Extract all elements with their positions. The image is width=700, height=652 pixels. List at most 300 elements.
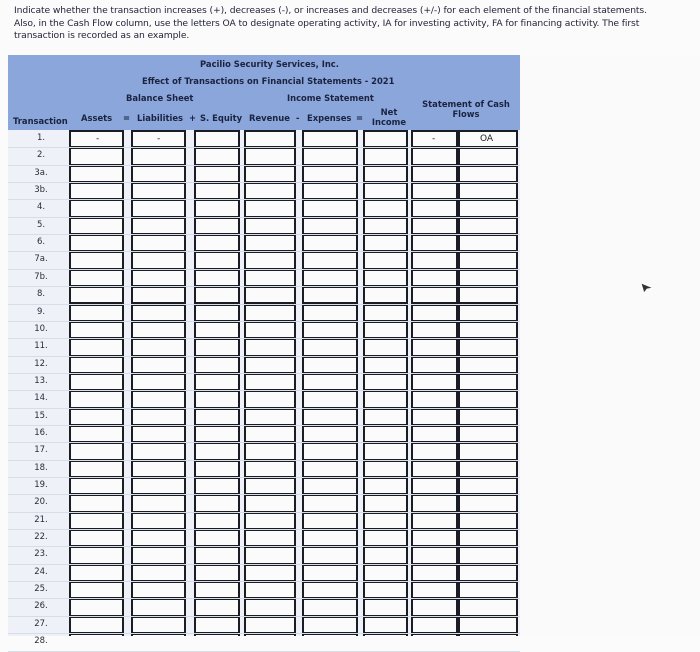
input-cell-revenue[interactable] bbox=[246, 132, 294, 146]
input-cell-equity[interactable] bbox=[196, 635, 238, 649]
input-cell-cash-flow[interactable] bbox=[460, 444, 516, 458]
input-cell-revenue[interactable] bbox=[246, 444, 294, 458]
input-cell-expenses[interactable] bbox=[304, 201, 356, 215]
input-cell-net-income[interactable] bbox=[365, 618, 406, 632]
input-cell-net-sign[interactable] bbox=[413, 462, 456, 476]
transaction-label: 20. bbox=[34, 497, 48, 508]
input-cell-net-sign[interactable] bbox=[413, 496, 456, 510]
row-divider bbox=[8, 269, 520, 270]
input-cell-net-income[interactable] bbox=[365, 149, 406, 163]
input-cell-net-income[interactable] bbox=[365, 323, 406, 337]
input-cell-net-income[interactable] bbox=[365, 288, 406, 302]
col-revenue: Revenue bbox=[249, 113, 290, 123]
input-cell-liabilities[interactable] bbox=[133, 236, 184, 250]
example-liabilities: - bbox=[157, 134, 161, 144]
input-cell-expenses[interactable] bbox=[304, 496, 356, 510]
input-cell-net-income[interactable] bbox=[365, 479, 406, 493]
input-cell-cash-flow[interactable] bbox=[460, 236, 516, 250]
input-cell-liabilities[interactable] bbox=[133, 548, 184, 562]
input-cell-net-sign[interactable] bbox=[413, 219, 456, 233]
input-cell-expenses[interactable] bbox=[304, 514, 356, 528]
input-cell-expenses[interactable] bbox=[304, 149, 356, 163]
input-cell-revenue[interactable] bbox=[246, 635, 294, 649]
input-cell-assets[interactable] bbox=[71, 306, 122, 320]
input-cell-assets[interactable] bbox=[71, 444, 122, 458]
input-cell-liabilities[interactable] bbox=[133, 600, 184, 614]
input-cell-revenue[interactable] bbox=[246, 600, 294, 614]
income-statement-heading: Income Statement bbox=[287, 93, 374, 103]
input-cell-equity[interactable] bbox=[196, 149, 238, 163]
input-cell-assets[interactable] bbox=[71, 427, 122, 441]
input-cell-net-income[interactable] bbox=[365, 548, 406, 562]
input-cell-cash-flow[interactable] bbox=[460, 253, 516, 267]
input-cell-revenue[interactable] bbox=[246, 375, 294, 389]
input-cell-net-sign[interactable] bbox=[413, 167, 456, 181]
row-divider bbox=[8, 494, 520, 495]
row-divider bbox=[8, 633, 520, 634]
input-cell-expenses[interactable] bbox=[304, 340, 356, 354]
input-cell-expenses[interactable] bbox=[304, 323, 356, 337]
transaction-label: 18. bbox=[34, 462, 48, 473]
transaction-label: 23. bbox=[34, 549, 48, 560]
transaction-label: 13. bbox=[34, 375, 48, 386]
input-cell-equity[interactable] bbox=[196, 236, 238, 250]
input-cell-revenue[interactable] bbox=[246, 462, 294, 476]
input-cell-liabilities[interactable] bbox=[133, 583, 184, 597]
input-cell-net-sign[interactable] bbox=[413, 201, 456, 215]
input-cell-net-income[interactable] bbox=[365, 306, 406, 320]
row-divider bbox=[8, 373, 520, 374]
input-cell-net-sign[interactable] bbox=[413, 358, 456, 372]
input-cell-net-income[interactable] bbox=[365, 566, 406, 580]
transaction-label: 1. bbox=[36, 133, 46, 143]
input-cell-assets[interactable] bbox=[71, 583, 122, 597]
row-divider bbox=[8, 512, 520, 513]
transaction-label: 24. bbox=[34, 566, 48, 577]
input-cell-liabilities[interactable] bbox=[133, 392, 184, 406]
input-cell-expenses[interactable] bbox=[304, 548, 356, 562]
input-cell-expenses[interactable] bbox=[304, 600, 356, 614]
input-cell-expenses[interactable] bbox=[304, 288, 356, 302]
input-cell-expenses[interactable] bbox=[304, 219, 356, 233]
input-cell-net-income[interactable] bbox=[365, 444, 406, 458]
input-cell-cash-flow[interactable] bbox=[460, 323, 516, 337]
input-cell-cash-flow[interactable] bbox=[460, 201, 516, 215]
input-cell-net-income[interactable] bbox=[365, 392, 406, 406]
input-cell-liabilities[interactable] bbox=[133, 566, 184, 580]
transaction-label: 22. bbox=[34, 532, 48, 543]
input-cell-expenses[interactable] bbox=[304, 392, 356, 406]
input-cell-cash-flow[interactable] bbox=[460, 219, 516, 233]
input-cell-liabilities[interactable] bbox=[133, 496, 184, 510]
input-cell-liabilities[interactable] bbox=[133, 340, 184, 354]
input-cell-net-income[interactable] bbox=[365, 427, 406, 441]
input-cell-net-income[interactable] bbox=[365, 358, 406, 372]
row-divider bbox=[8, 598, 520, 599]
row-divider bbox=[8, 147, 520, 148]
input-cell-cash-flow[interactable] bbox=[460, 427, 516, 441]
input-cell-assets[interactable] bbox=[71, 288, 122, 302]
input-cell-liabilities[interactable] bbox=[133, 271, 184, 285]
input-cell-assets[interactable] bbox=[71, 548, 122, 562]
input-cell-revenue[interactable] bbox=[246, 548, 294, 562]
input-cell-assets[interactable] bbox=[71, 566, 122, 580]
input-cell-assets[interactable] bbox=[71, 462, 122, 476]
instruction-line-3: transaction is recorded as an example. bbox=[14, 30, 190, 42]
input-cell-expenses[interactable] bbox=[304, 236, 356, 250]
input-cell-revenue[interactable] bbox=[246, 618, 294, 632]
input-cell-assets[interactable] bbox=[71, 184, 122, 198]
instruction-line-1: Indicate whether the transaction increases (+), decreases (-), or increases and decreases (+/-) for each element of the financial statements. bbox=[14, 5, 647, 16]
input-cell-assets[interactable] bbox=[71, 531, 122, 545]
input-cell-net-sign[interactable] bbox=[413, 184, 456, 198]
transaction-label: 26. bbox=[34, 601, 48, 612]
input-cell-expenses[interactable] bbox=[304, 358, 356, 372]
input-cell-net-sign[interactable] bbox=[413, 340, 456, 354]
input-cell-expenses[interactable] bbox=[304, 410, 356, 424]
row-divider bbox=[8, 165, 520, 166]
input-cell-cash-flow[interactable] bbox=[460, 548, 516, 562]
input-cell-liabilities[interactable] bbox=[133, 219, 184, 233]
input-cell-expenses[interactable] bbox=[304, 618, 356, 632]
input-cell-expenses[interactable] bbox=[304, 462, 356, 476]
input-cell-cash-flow[interactable] bbox=[460, 167, 516, 181]
input-cell-liabilities[interactable] bbox=[133, 167, 184, 181]
input-cell-liabilities[interactable] bbox=[133, 479, 184, 493]
row-divider bbox=[8, 182, 520, 183]
input-cell-cash-flow[interactable] bbox=[460, 410, 516, 424]
transaction-label: 9. bbox=[36, 306, 46, 317]
input-cell-revenue[interactable] bbox=[246, 583, 294, 597]
input-cell-net-sign[interactable] bbox=[413, 375, 456, 389]
input-cell-assets[interactable] bbox=[71, 167, 122, 181]
input-cell-net-sign[interactable] bbox=[413, 271, 456, 285]
col-equity: S. Equity bbox=[200, 113, 243, 123]
input-cell-cash-flow[interactable] bbox=[460, 271, 516, 285]
input-cell-assets[interactable] bbox=[71, 410, 122, 424]
input-cell-equity[interactable] bbox=[196, 600, 238, 614]
row-divider bbox=[8, 234, 520, 235]
input-cell-revenue[interactable] bbox=[246, 288, 294, 302]
transaction-label: 8. bbox=[36, 289, 46, 300]
input-cell-revenue[interactable] bbox=[246, 236, 294, 250]
input-cell-net-sign[interactable] bbox=[413, 479, 456, 493]
input-cell-equity[interactable] bbox=[196, 392, 238, 406]
input-cell-assets[interactable] bbox=[71, 201, 122, 215]
input-cell-cash-flow[interactable] bbox=[460, 462, 516, 476]
input-cell-net-income[interactable] bbox=[365, 184, 406, 198]
input-cell-liabilities[interactable] bbox=[133, 375, 184, 389]
input-cell-equity[interactable] bbox=[196, 358, 238, 372]
input-cell-expenses[interactable] bbox=[304, 531, 356, 545]
transaction-label: 7a. bbox=[34, 254, 48, 265]
input-cell-assets[interactable] bbox=[71, 253, 122, 267]
op-plus: + bbox=[189, 113, 197, 123]
input-cell-net-sign[interactable] bbox=[413, 392, 456, 406]
input-cell-net-sign[interactable] bbox=[413, 427, 456, 441]
input-cell-cash-flow[interactable] bbox=[460, 514, 516, 528]
input-cell-cash-flow[interactable] bbox=[460, 149, 516, 163]
input-cell-net-sign[interactable] bbox=[413, 410, 456, 424]
input-cell-assets[interactable] bbox=[71, 358, 122, 372]
input-cell-cash-flow[interactable] bbox=[460, 635, 516, 649]
input-cell-net-income[interactable] bbox=[365, 583, 406, 597]
input-cell-net-sign[interactable] bbox=[413, 236, 456, 250]
input-cell-revenue[interactable] bbox=[246, 340, 294, 354]
input-cell-net-sign[interactable] bbox=[413, 149, 456, 163]
input-cell-net-income[interactable] bbox=[365, 514, 406, 528]
input-cell-liabilities[interactable] bbox=[133, 253, 184, 267]
input-cell-equity[interactable] bbox=[196, 444, 238, 458]
input-cell-net-income[interactable] bbox=[365, 635, 406, 649]
input-cell-equity[interactable] bbox=[196, 323, 238, 337]
input-cell-equity[interactable] bbox=[196, 288, 238, 302]
input-cell-expenses[interactable] bbox=[304, 444, 356, 458]
transaction-label: 6. bbox=[36, 237, 46, 248]
input-cell-revenue[interactable] bbox=[246, 566, 294, 580]
transaction-label: 12. bbox=[34, 358, 48, 369]
input-cell-expenses[interactable] bbox=[304, 635, 356, 649]
input-cell-assets[interactable] bbox=[71, 323, 122, 337]
transaction-label: 16. bbox=[34, 427, 48, 438]
input-cell-cash-flow[interactable] bbox=[460, 306, 516, 320]
input-cell-revenue[interactable] bbox=[246, 479, 294, 493]
row-divider bbox=[8, 338, 520, 339]
input-cell-net-sign[interactable] bbox=[413, 583, 456, 597]
input-cell-liabilities[interactable] bbox=[133, 618, 184, 632]
input-cell-cash-flow[interactable] bbox=[460, 288, 516, 302]
input-cell-net-income[interactable] bbox=[365, 201, 406, 215]
input-cell-expenses[interactable] bbox=[304, 271, 356, 285]
input-cell-assets[interactable] bbox=[71, 600, 122, 614]
input-cell-expenses[interactable] bbox=[304, 167, 356, 181]
input-cell-cash-flow[interactable] bbox=[460, 375, 516, 389]
mouse-cursor-icon bbox=[640, 279, 654, 298]
input-cell-net-sign[interactable] bbox=[413, 323, 456, 337]
input-cell-net-sign[interactable] bbox=[413, 531, 456, 545]
row-divider bbox=[8, 286, 520, 287]
input-cell-assets[interactable] bbox=[71, 375, 122, 389]
input-cell-equity[interactable] bbox=[196, 548, 238, 562]
input-cell-equity[interactable] bbox=[196, 618, 238, 632]
row-divider bbox=[8, 199, 520, 200]
input-cell-net-income[interactable] bbox=[365, 236, 406, 250]
input-cell-revenue[interactable] bbox=[246, 306, 294, 320]
input-cell-assets[interactable] bbox=[71, 479, 122, 493]
input-cell-cash-flow[interactable] bbox=[460, 496, 516, 510]
input-cell-liabilities[interactable] bbox=[133, 288, 184, 302]
input-cell-liabilities[interactable] bbox=[133, 201, 184, 215]
input-cell-revenue[interactable] bbox=[246, 392, 294, 406]
input-cell-net-income[interactable] bbox=[365, 531, 406, 545]
input-cell-net-income[interactable] bbox=[365, 462, 406, 476]
input-cell-revenue[interactable] bbox=[246, 253, 294, 267]
op-minus: - bbox=[296, 113, 300, 123]
input-cell-equity[interactable] bbox=[196, 479, 238, 493]
input-cell-liabilities[interactable] bbox=[133, 149, 184, 163]
input-cell-equity[interactable] bbox=[196, 462, 238, 476]
input-cell-revenue[interactable] bbox=[246, 427, 294, 441]
input-cell-net-sign[interactable] bbox=[413, 600, 456, 614]
input-cell-equity[interactable] bbox=[196, 531, 238, 545]
transaction-label: 27. bbox=[34, 618, 48, 629]
example-net-income: - bbox=[432, 134, 436, 144]
input-cell-equity[interactable] bbox=[196, 496, 238, 510]
input-cell-net-sign[interactable] bbox=[413, 514, 456, 528]
input-cell-liabilities[interactable] bbox=[133, 444, 184, 458]
input-cell-revenue[interactable] bbox=[246, 219, 294, 233]
input-cell-equity[interactable] bbox=[196, 201, 238, 215]
input-cell-revenue[interactable] bbox=[246, 167, 294, 181]
input-cell-net-income[interactable] bbox=[365, 496, 406, 510]
input-cell-net-sign[interactable] bbox=[413, 618, 456, 632]
input-cell-assets[interactable] bbox=[71, 635, 122, 649]
input-cell-assets[interactable] bbox=[71, 236, 122, 250]
input-cell-equity[interactable] bbox=[196, 132, 238, 146]
input-cell-revenue[interactable] bbox=[246, 323, 294, 337]
input-cell-equity[interactable] bbox=[196, 566, 238, 580]
input-cell-assets[interactable] bbox=[71, 340, 122, 354]
input-cell-expenses[interactable] bbox=[304, 132, 356, 146]
input-cell-assets[interactable] bbox=[71, 149, 122, 163]
col-assets: Assets bbox=[81, 113, 113, 123]
input-cell-equity[interactable] bbox=[196, 184, 238, 198]
input-cell-assets[interactable] bbox=[71, 496, 122, 510]
input-cell-revenue[interactable] bbox=[246, 149, 294, 163]
input-cell-net-income[interactable] bbox=[365, 600, 406, 614]
input-cell-net-income[interactable] bbox=[365, 375, 406, 389]
input-cell-equity[interactable] bbox=[196, 306, 238, 320]
input-cell-liabilities[interactable] bbox=[133, 514, 184, 528]
input-cell-cash-flow[interactable] bbox=[460, 392, 516, 406]
input-cell-liabilities[interactable] bbox=[133, 184, 184, 198]
input-cell-expenses[interactable] bbox=[304, 306, 356, 320]
input-cell-liabilities[interactable] bbox=[133, 462, 184, 476]
statement-title: Effect of Transactions on Financial Statements - 2021 bbox=[142, 76, 395, 86]
instructions bbox=[14, 5, 696, 43]
input-cell-cash-flow[interactable] bbox=[460, 479, 516, 493]
input-cell-cash-flow[interactable] bbox=[460, 358, 516, 372]
input-cell-revenue[interactable] bbox=[246, 496, 294, 510]
input-cell-equity[interactable] bbox=[196, 583, 238, 597]
transaction-label: 4. bbox=[36, 202, 46, 213]
row-divider bbox=[8, 217, 520, 218]
input-cell-net-income[interactable] bbox=[365, 410, 406, 424]
row-divider bbox=[8, 546, 520, 547]
input-cell-expenses[interactable] bbox=[304, 583, 356, 597]
input-cell-net-income[interactable] bbox=[365, 132, 406, 146]
input-cell-net-income[interactable] bbox=[365, 253, 406, 267]
input-cell-net-sign[interactable] bbox=[413, 444, 456, 458]
input-cell-liabilities[interactable] bbox=[133, 306, 184, 320]
input-cell-net-income[interactable] bbox=[365, 271, 406, 285]
input-cell-revenue[interactable] bbox=[246, 271, 294, 285]
row-divider bbox=[8, 477, 520, 478]
input-cell-liabilities[interactable] bbox=[133, 635, 184, 649]
input-cell-expenses[interactable] bbox=[304, 427, 356, 441]
transaction-label: 28. bbox=[34, 636, 48, 647]
input-cell-equity[interactable] bbox=[196, 167, 238, 181]
input-cell-liabilities[interactable] bbox=[133, 427, 184, 441]
input-cell-cash-flow[interactable] bbox=[460, 600, 516, 614]
row-divider bbox=[8, 356, 520, 357]
input-cell-cash-flow[interactable] bbox=[460, 618, 516, 632]
input-cell-expenses[interactable] bbox=[304, 184, 356, 198]
input-cell-net-sign[interactable] bbox=[413, 548, 456, 562]
input-cell-revenue[interactable] bbox=[246, 358, 294, 372]
input-cell-expenses[interactable] bbox=[304, 375, 356, 389]
input-cell-cash-flow[interactable] bbox=[460, 566, 516, 580]
col-expenses: Expenses bbox=[307, 113, 352, 123]
input-cell-cash-flow[interactable] bbox=[460, 184, 516, 198]
input-cell-liabilities[interactable] bbox=[133, 531, 184, 545]
row-divider bbox=[8, 390, 520, 391]
input-cell-net-sign[interactable] bbox=[413, 253, 456, 267]
input-cell-expenses[interactable] bbox=[304, 566, 356, 580]
input-cell-assets[interactable] bbox=[71, 392, 122, 406]
input-cell-equity[interactable] bbox=[196, 253, 238, 267]
input-cell-equity[interactable] bbox=[196, 410, 238, 424]
input-cell-expenses[interactable] bbox=[304, 479, 356, 493]
input-cell-equity[interactable] bbox=[196, 375, 238, 389]
input-cell-revenue[interactable] bbox=[246, 410, 294, 424]
transaction-label: 15. bbox=[34, 410, 48, 421]
input-cell-net-sign[interactable] bbox=[413, 635, 456, 649]
input-cell-equity[interactable] bbox=[196, 427, 238, 441]
row-divider bbox=[8, 304, 520, 305]
transaction-label: 10. bbox=[34, 323, 48, 334]
input-cell-equity[interactable] bbox=[196, 340, 238, 354]
input-cell-cash-flow[interactable] bbox=[460, 340, 516, 354]
input-cell-revenue[interactable] bbox=[246, 201, 294, 215]
input-cell-net-sign[interactable] bbox=[413, 288, 456, 302]
input-cell-liabilities[interactable] bbox=[133, 410, 184, 424]
input-cell-cash-flow[interactable] bbox=[460, 531, 516, 545]
transaction-label: 3a. bbox=[34, 167, 48, 178]
col-liabilities: Liabilities bbox=[137, 113, 184, 123]
table-header bbox=[8, 55, 520, 130]
row-divider bbox=[8, 581, 520, 582]
instruction-line-2: Also, in the Cash Flow column, use the letters OA to designate operating activity, IA for investing activity, FA for financing activity. The first bbox=[14, 17, 640, 29]
input-cell-assets[interactable] bbox=[71, 514, 122, 528]
input-cell-net-income[interactable] bbox=[365, 167, 406, 181]
cash-flows-heading: Statement of Cash Flows bbox=[422, 99, 510, 119]
input-cell-revenue[interactable] bbox=[246, 514, 294, 528]
input-cell-liabilities[interactable] bbox=[133, 323, 184, 337]
input-cell-equity[interactable] bbox=[196, 219, 238, 233]
input-cell-net-sign[interactable] bbox=[413, 306, 456, 320]
company-name: Pacilio Security Services, Inc. bbox=[200, 59, 339, 69]
input-cell-equity[interactable] bbox=[196, 514, 238, 528]
input-cell-liabilities[interactable] bbox=[133, 358, 184, 372]
input-cell-revenue[interactable] bbox=[246, 184, 294, 198]
input-cell-equity[interactable] bbox=[196, 271, 238, 285]
row-divider bbox=[8, 616, 520, 617]
input-cell-cash-flow[interactable] bbox=[460, 583, 516, 597]
input-cell-assets[interactable] bbox=[71, 618, 122, 632]
transaction-label: 14. bbox=[34, 393, 48, 404]
input-cell-net-income[interactable] bbox=[365, 340, 406, 354]
transaction-label: 2. bbox=[36, 150, 46, 161]
input-cell-assets[interactable] bbox=[71, 271, 122, 285]
transaction-label: 7b. bbox=[34, 271, 48, 282]
input-cell-net-income[interactable] bbox=[365, 219, 406, 233]
input-cell-net-sign[interactable] bbox=[413, 566, 456, 580]
input-cell-assets[interactable] bbox=[71, 219, 122, 233]
col-transaction: Transaction bbox=[13, 116, 68, 126]
input-cell-expenses[interactable] bbox=[304, 253, 356, 267]
input-cell-revenue[interactable] bbox=[246, 531, 294, 545]
